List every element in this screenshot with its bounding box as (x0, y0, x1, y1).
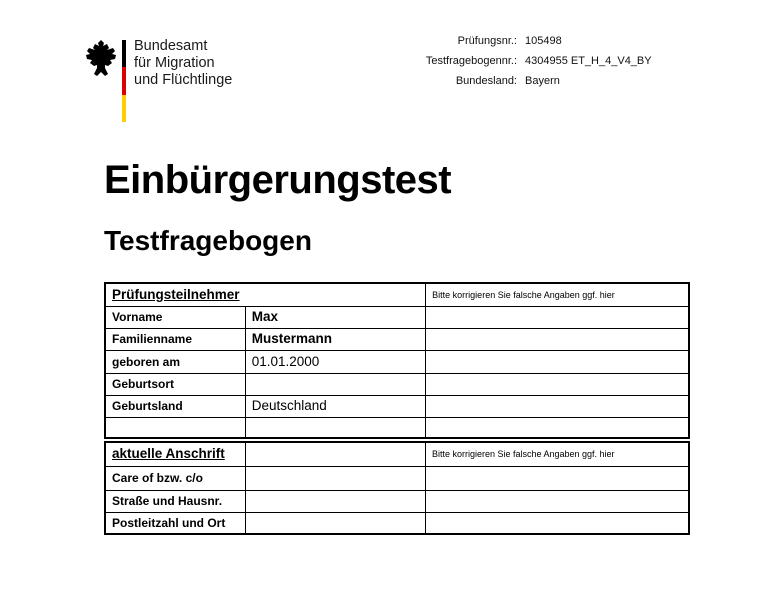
table-row (105, 373, 689, 395)
street-label: Straße und Hausnr. (105, 490, 245, 512)
table-header-row (105, 442, 689, 466)
address-heading: aktuelle Anschrift (105, 442, 245, 466)
federal-eagle-icon (84, 38, 118, 76)
address-table (104, 441, 690, 535)
birth-date-label: geboren am (105, 350, 245, 373)
organization-name (134, 38, 232, 89)
last-name-label: Familienname (105, 328, 245, 350)
birth-place-label: Geburtsort (105, 373, 245, 395)
birth-country-label: Geburtsland (105, 395, 245, 417)
street-value (245, 490, 425, 512)
first-name-correction-field[interactable] (426, 306, 689, 328)
org-name-line: Bundesamt (134, 38, 208, 54)
street-correction-field[interactable] (425, 490, 689, 512)
table-row (105, 328, 689, 350)
state-label: Bundesland: (455, 75, 517, 87)
care-of-correction-field[interactable] (425, 466, 689, 490)
postal-city-value (245, 512, 425, 534)
participant-table (104, 282, 690, 439)
meta-labels (380, 31, 517, 91)
correction-note: Bitte korrigieren Sie falsche Angaben ggf. hier (426, 283, 689, 306)
page-subtitle: Testfragebogen (104, 225, 312, 256)
table-row (105, 350, 689, 373)
state-value: Bayern (525, 75, 560, 87)
birth-place-value (245, 373, 425, 395)
first-name-label: Vorname (105, 306, 245, 328)
birth-date-correction-field[interactable] (426, 350, 689, 373)
org-name-line: und Flüchtlinge (134, 72, 233, 88)
questionnaire-number-value: 4304955 ET_H_4_V4_BY (525, 55, 652, 67)
care-of-label: Care of bzw. c/o (105, 466, 245, 490)
exam-number-label: Prüfungsnr.: (457, 35, 517, 47)
care-of-value (245, 466, 425, 490)
birth-country-value: Deutschland (245, 395, 425, 417)
questionnaire-number-label: Testfragebogennr.: (425, 55, 517, 67)
postal-city-label: Postleitzahl und Ort (105, 512, 245, 534)
table-row (105, 466, 689, 490)
postal-city-correction-field[interactable] (425, 512, 689, 534)
org-name-line: für Migration (134, 55, 215, 71)
first-name-value: Max (245, 306, 425, 328)
birth-country-correction-field[interactable] (426, 395, 689, 417)
birth-place-correction-field[interactable] (426, 373, 689, 395)
participant-heading: Prüfungsteilnehmer (105, 283, 426, 306)
last-name-correction-field[interactable] (426, 328, 689, 350)
meta-values (525, 31, 652, 91)
table-row (105, 395, 689, 417)
exam-number-value: 105498 (525, 35, 562, 47)
correction-note: Bitte korrigieren Sie falsche Angaben ggf. hier (425, 442, 689, 466)
table-row (105, 306, 689, 328)
table-row (105, 512, 689, 534)
table-row-empty (105, 417, 689, 438)
last-name-value: Mustermann (245, 328, 425, 350)
table-header-row (105, 283, 689, 306)
table-row (105, 490, 689, 512)
flag-bar (122, 40, 126, 122)
birth-date-value: 01.01.2000 (245, 350, 425, 373)
page-title: Einbürgerungstest (104, 158, 452, 202)
